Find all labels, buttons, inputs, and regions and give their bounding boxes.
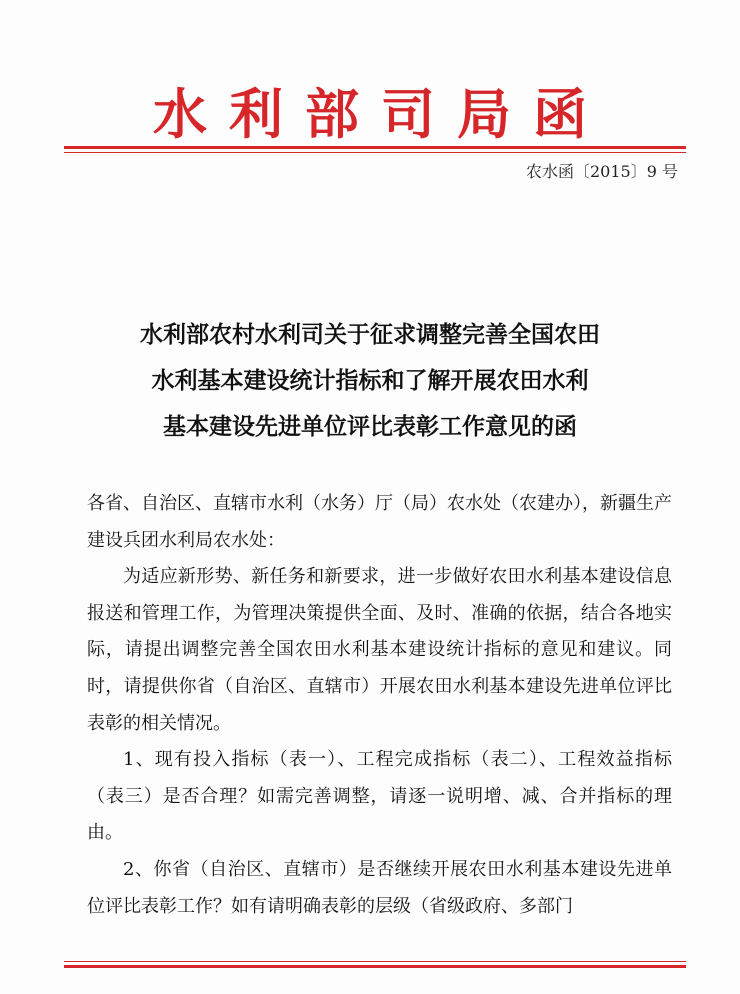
document-subject [60, 312, 680, 450]
footer-rule-thin [64, 961, 686, 962]
body-paragraph-1: 为适应新形势、新任务和新要求，进一步做好农田水利基本建设信息报送和管理工作，为管理决策提供全面、及时、准确的依据，结合各地实际，请提出调整完善全国农田水利基本建设统计指标的意见和建议。同时，请提供你省（自治区、直辖市）开展农田水利基本建设先进单位评比表彰的相关情况。 [87, 566, 672, 734]
salutation: 各省、自治区、直辖市水利（水务）厅（局）农水处（农建办），新疆生产建设兵团水利局农水处： [87, 493, 672, 551]
subject-line-2: 水利基本建设统计指标和了解开展农田水利 [151, 367, 589, 394]
document-number: 农水函〔2015〕9 号 [526, 162, 678, 181]
body-paragraph-3: 2、你省（自治区、直辖市）是否继续开展农田水利基本建设先进单位评比表彰工作？如有请明确表彰的层级（省级政府、多部门 [87, 858, 672, 917]
letterhead-rule-thick [64, 146, 686, 149]
document-body [87, 486, 672, 925]
subject-line-1: 水利部农村水利司关于征求调整完善全国农田 [140, 321, 600, 348]
letterhead-title: 水利部司局函 [153, 82, 609, 146]
body-paragraph-2: 1、现有投入指标（表一）、工程完成指标（表二）、工程效益指标（表三）是否合理？如需完善调整，请逐一说明增、减、合并指标的理由。 [87, 749, 672, 844]
letterhead-rule-thin [64, 152, 686, 153]
footer-rule-thick [64, 965, 686, 968]
subject-line-3: 基本建设先进单位评比表彰工作意见的函 [163, 413, 577, 440]
